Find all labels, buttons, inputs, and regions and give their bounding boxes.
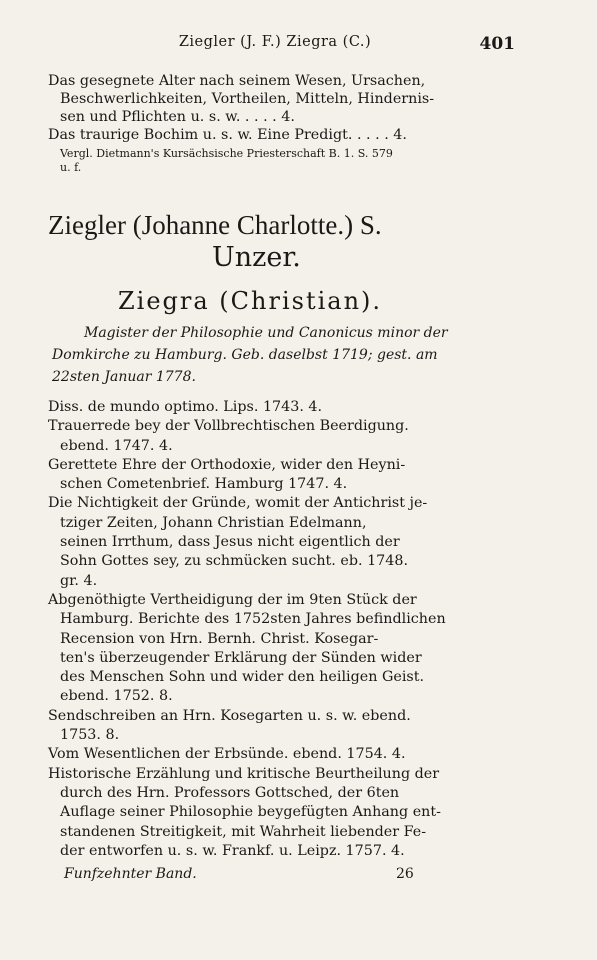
work-line: der entworfen u. s. w. Frankf. u. Leipz. 1757. 4.	[60, 842, 405, 859]
work-line: Abgenöthigte Vertheidigung der im 9ten Stück der	[48, 591, 417, 608]
work-line: Sohn Gottes sey, zu schmücken sucht. eb. 1748.	[60, 553, 408, 570]
work-line: Hamburg. Berichte des 1752sten Jahres befindlichen	[60, 611, 446, 628]
work-line: Diss. de mundo optimo. Lips. 1743. 4.	[48, 399, 323, 415]
work-line: ebend. 1747. 4.	[60, 437, 173, 454]
text-line: sen und Pflichten u. s. w. . . . . 4.	[60, 109, 295, 125]
work-line: Recension von Hrn. Bernh. Christ. Kosegar-	[60, 630, 379, 647]
work-line: Auflage seiner Philosophie beygefügten Anhang ent-	[60, 804, 441, 821]
volume-signature: Funfzehnter Band.	[64, 866, 197, 882]
entry-title: Ziegler (Johanne Charlotte.) S.	[48, 210, 382, 240]
previous-entry	[48, 72, 480, 175]
work-line: tziger Zeiten, Johann Christian Edelmann,	[60, 514, 367, 531]
bio-line: Domkirche zu Hamburg. Geb. daselbst 1719; gest. am	[52, 347, 438, 363]
work-line: Die Nichtigkeit der Gründe, womit der Antichrist je-	[48, 495, 428, 512]
text-line: Beschwerlichkeiten, Vortheilen, Mitteln, Hindernis-	[60, 91, 435, 107]
bio-line: Magister der Philosophie und Canonicus minor der	[84, 325, 448, 341]
entry-title: Ziegra (Christian).	[117, 287, 383, 315]
text-line: Das gesegnete Alter nach seinem Wesen, Ursachen,	[48, 73, 426, 89]
entry-title-cont: Unzer.	[212, 242, 301, 273]
page-number: 401	[479, 34, 515, 54]
work-line: ten's überzeugender Erklärung der Sünden wider	[60, 649, 422, 666]
work-line: durch des Hrn. Professors Gottsched, der 6ten	[60, 784, 400, 801]
work-line: Vom Wesentlichen der Erbsünde. ebend. 1754. 4.	[48, 746, 406, 763]
bio-line: 22sten Januar 1778.	[52, 369, 196, 385]
biography	[52, 322, 484, 388]
work-line: 1753. 8.	[60, 727, 120, 744]
sheet-number: 26	[396, 866, 414, 882]
work-line: Trauerrede bey der Vollbrechtischen Beerdigung.	[48, 418, 409, 435]
work-line: Historische Erzählung und kritische Beurtheilung der	[48, 765, 440, 782]
work-line: Gerettete Ehre der Orthodoxie, wider den Heyni-	[48, 456, 406, 473]
works-list	[48, 398, 480, 861]
work-line: gr. 4.	[60, 572, 98, 589]
reference-note: u. f.	[60, 161, 82, 174]
text-line: Das traurige Bochim u. s. w. Eine Predigt. . . . . 4.	[48, 127, 407, 143]
work-line: des Menschen Sohn und wider den heiligen Geist.	[60, 669, 425, 686]
running-head: Ziegler (J. F.) Ziegra (C.)	[178, 34, 372, 50]
reference-note: Vergl. Dietmann's Kursächsische Priesterschaft B. 1. S. 579	[60, 147, 393, 160]
work-line: seinen Irrthum, dass Jesus nicht eigentlich der	[60, 534, 400, 551]
work-line: Sendschreiben an Hrn. Kosegarten u. s. w. ebend.	[48, 707, 411, 724]
page-footer	[64, 866, 484, 882]
work-line: ebend. 1752. 8.	[60, 688, 173, 705]
work-line: schen Cometenbrief. Hamburg 1747. 4.	[60, 476, 348, 493]
page-header	[0, 34, 597, 56]
work-line: standenen Streitigkeit, mit Wahrheit liebender Fe-	[60, 823, 427, 840]
